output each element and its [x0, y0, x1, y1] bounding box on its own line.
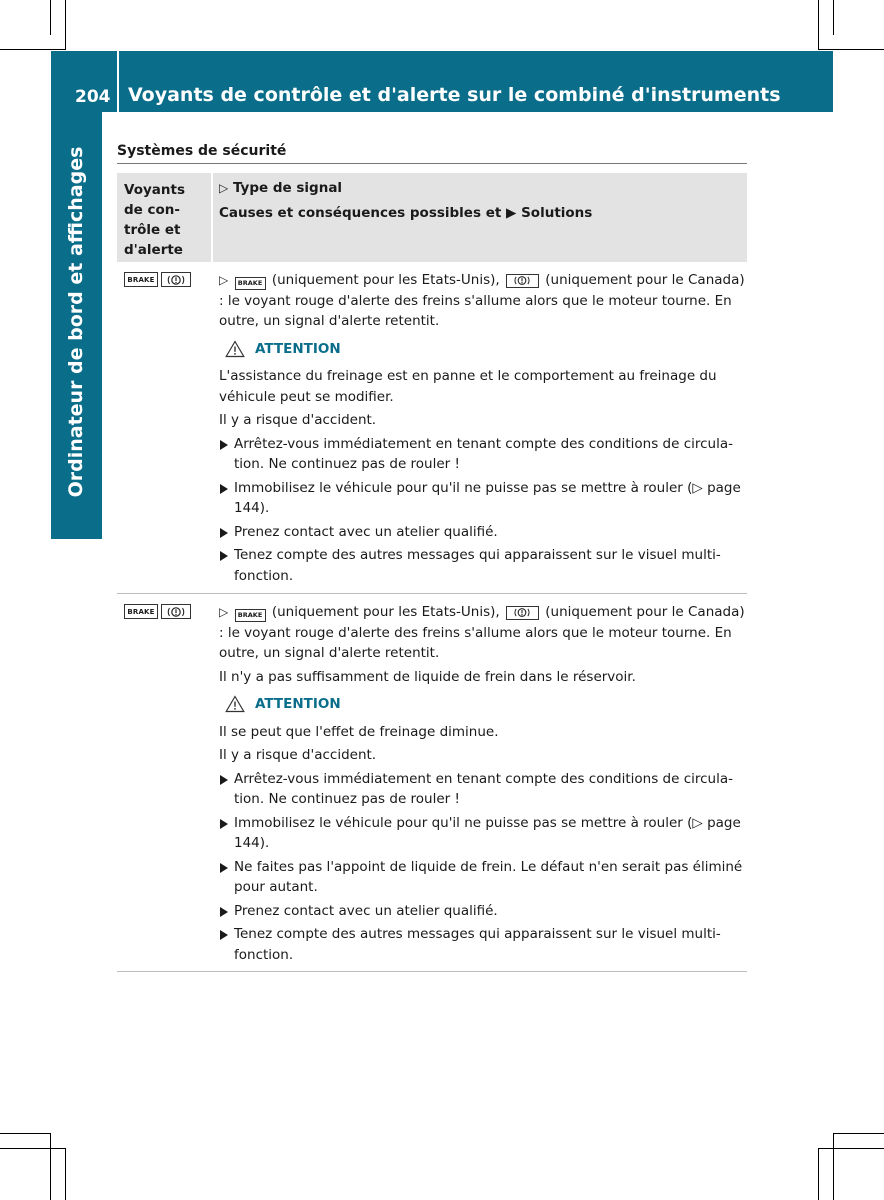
attention-label: ATTENTION — [255, 340, 341, 357]
crop-mark — [50, 1133, 51, 1200]
crop-mark — [50, 0, 51, 35]
row-divider — [117, 593, 747, 594]
brake-lamp-icon: BRAKE — [235, 609, 266, 622]
row-1-intro-a: (uniquement pour les Etats-Unis), — [271, 272, 500, 288]
brake-lamp-icon: BRAKE — [124, 604, 158, 619]
crop-mark — [818, 49, 884, 50]
crop-mark — [65, 0, 66, 50]
row-2-body — [219, 602, 745, 968]
crop-mark — [833, 1133, 884, 1134]
row-divider — [117, 971, 747, 972]
crop-mark — [65, 1148, 66, 1200]
causes-solutions-label: Causes et conséquences possibles et ▶ Solutions — [219, 205, 593, 221]
brake-lamp-icon: BRAKE — [124, 272, 158, 287]
table-header-col1 — [124, 180, 202, 260]
warning-triangle-icon — [225, 695, 245, 713]
action-item: Tenez compte des autres messages qui apparaissent sur le visuel multi- fonction. — [219, 924, 745, 965]
action-item: Immobilisez le véhicule pour qu'il ne puisse pas se mettre à rouler (▷ page 144). — [219, 478, 745, 519]
brake-circle-lamp-icon — [161, 604, 191, 619]
action-item: Arrêtez-vous immédiatement en tenant compte des conditions de circula- tion. Ne continuez pas de rouler ! — [219, 434, 745, 475]
brake-circle-lamp-icon — [506, 274, 539, 288]
col1-header-text: Voyants de con- trôle et d'alerte — [124, 182, 185, 258]
crop-mark — [0, 1148, 66, 1149]
table-header-col2-line2 — [219, 205, 592, 221]
lamp-icons — [124, 272, 191, 287]
crop-mark — [833, 1133, 834, 1200]
crop-mark — [0, 1133, 51, 1134]
action-item: Arrêtez-vous immédiatement en tenant compte des conditions de circula- tion. Ne continuez pas de rouler ! — [219, 769, 745, 810]
open-triangle-icon: ▷ — [219, 181, 229, 195]
row-1-intro — [219, 270, 745, 332]
row-2-extra: Il n'y a pas suffisamment de liquide de frein dans le réservoir. — [219, 668, 636, 685]
row-2-paragraph: Il y a risque d'accident. — [219, 747, 377, 763]
action-item: Prenez contact avec un atelier qualifié. — [219, 522, 745, 543]
crop-mark — [818, 1148, 819, 1200]
action-item: Prenez contact avec un atelier qualifié. — [219, 901, 745, 922]
crop-mark — [818, 0, 819, 50]
row-1-paragraph: Il y a risque d'accident. — [219, 412, 377, 428]
action-item: Ne faites pas l'appoint de liquide de frein. Le défaut n'en serait pas éliminé pour autant. — [219, 857, 745, 898]
warning-triangle-icon — [225, 340, 245, 358]
brake-circle-lamp-icon — [506, 606, 539, 620]
attention-banner — [225, 339, 745, 360]
open-triangle-icon: ▷ — [219, 605, 229, 619]
crop-mark — [0, 49, 66, 50]
row-1-intro-b: (uniquement pour le Canada) : le voyant rouge d'alerte des freins s'allume alors que le moteur tourne. En outre, un signal d'alerte retentit. — [219, 272, 745, 329]
row-2-paragraph: Il se peut que l'effet de freinage diminue. — [219, 723, 499, 740]
header-divider — [117, 51, 119, 112]
crop-mark — [818, 1148, 884, 1149]
crop-mark — [833, 0, 834, 35]
action-item: Tenez compte des autres messages qui apparaissent sur le visuel multi- fonction. — [219, 545, 745, 586]
lamp-icons — [124, 604, 191, 619]
table-header-col2-line1 — [219, 180, 342, 196]
signal-type-label: Type de signal — [232, 180, 343, 196]
row-2-intro-a: (uniquement pour les Etats-Unis), — [271, 604, 500, 620]
row-2-intro — [219, 602, 745, 664]
page-title: Voyants de contrôle et d'alerte sur le combiné d'instruments — [128, 84, 781, 106]
attention-banner — [225, 694, 745, 715]
row-2-intro-b: (uniquement pour le Canada) : le voyant rouge d'alerte des freins s'allume alors que le moteur tourne. En outre, un signal d'alerte retentit. — [219, 604, 745, 661]
table-header-divider — [211, 173, 213, 262]
open-triangle-icon: ▷ — [219, 273, 229, 287]
section-title: Systèmes de sécurité — [117, 143, 287, 159]
section-divider — [117, 163, 747, 164]
action-item: Immobilisez le véhicule pour qu'il ne puisse pas se mettre à rouler (▷ page 144). — [219, 813, 745, 854]
row-1-paragraph: L'assistance du freinage est en panne et le comportement au freinage du véhicule peut se modifier. — [219, 368, 717, 405]
row-1-body — [219, 270, 745, 589]
side-tab-label: Ordinateur de bord et affichages — [65, 146, 87, 498]
attention-label: ATTENTION — [255, 696, 341, 712]
page-number: 204 — [75, 87, 111, 107]
brake-lamp-icon: BRAKE — [235, 277, 266, 290]
brake-circle-lamp-icon — [161, 272, 191, 287]
